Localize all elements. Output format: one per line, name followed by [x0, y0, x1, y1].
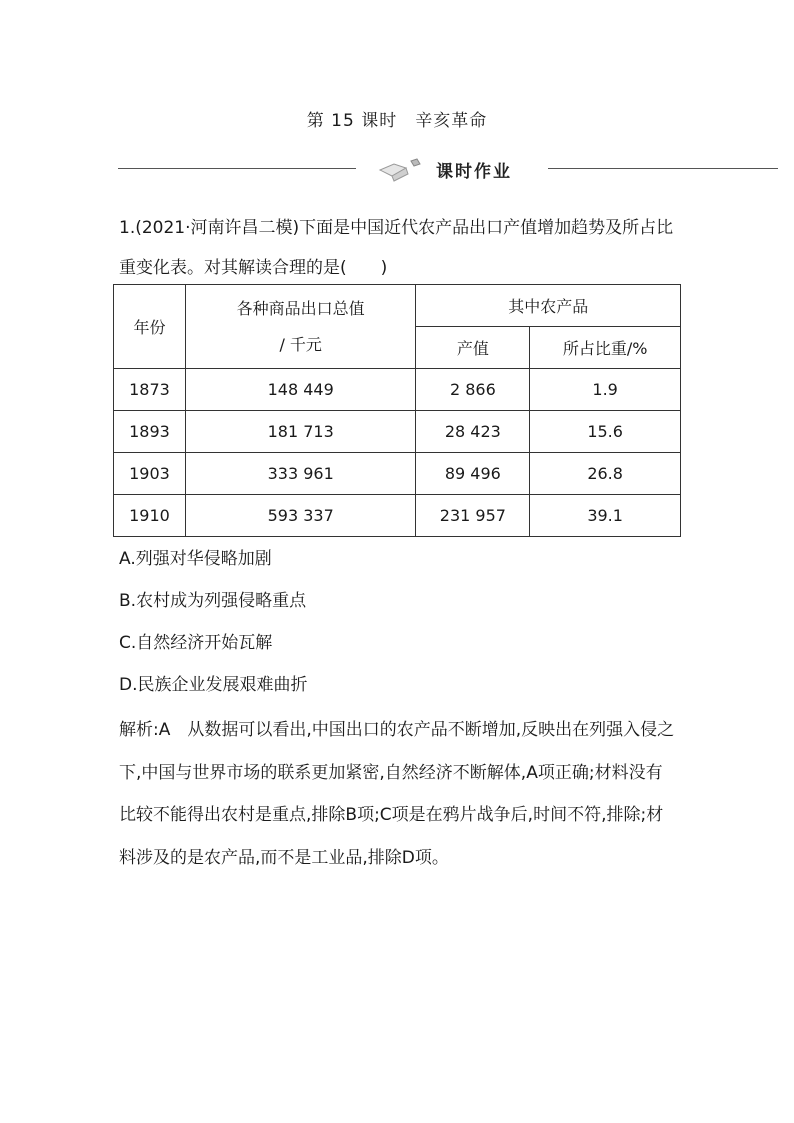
cell-share: 15.6	[530, 411, 681, 453]
export-table	[113, 284, 681, 537]
cell-year: 1910	[114, 495, 186, 537]
cell-share: 39.1	[530, 495, 681, 537]
option-d: D.民族企业发展艰难曲折	[119, 675, 308, 695]
cell-total: 333 961	[185, 453, 416, 495]
header-agri-group: 其中农产品	[416, 285, 681, 327]
cell-share: 1.9	[530, 369, 681, 411]
divider-right	[548, 168, 778, 169]
lesson-number: 第 15 课时	[306, 111, 398, 131]
cell-value: 2 866	[416, 369, 530, 411]
cell-year: 1873	[114, 369, 186, 411]
cell-value: 28 423	[416, 411, 530, 453]
header-agri-value: 产值	[416, 327, 530, 369]
header-total-line2: / 千元	[279, 334, 322, 354]
section-header	[118, 152, 778, 186]
cell-year: 1893	[114, 411, 186, 453]
header-agri-share: 所占比重/%	[530, 327, 681, 369]
section-label: 课时作业	[436, 162, 512, 182]
lesson-topic: 辛亥革命	[415, 111, 488, 131]
cell-total: 148 449	[185, 369, 416, 411]
cell-share: 26.8	[530, 453, 681, 495]
table-row	[114, 369, 681, 411]
table-row	[114, 495, 681, 537]
page-title	[0, 106, 794, 131]
option-a: A.列强对华侵略加剧	[119, 549, 272, 569]
header-year: 年份	[114, 285, 186, 369]
answer-options	[119, 538, 308, 706]
header-total	[185, 285, 416, 369]
cell-value: 89 496	[416, 453, 530, 495]
table-row	[114, 453, 681, 495]
cell-year: 1903	[114, 453, 186, 495]
cell-total: 181 713	[185, 411, 416, 453]
analysis-text: 解析:A 从数据可以看出,中国出口的农产品不断增加,反映出在列强入侵之下,中国与世界市场的联系更加紧密,自然经济不断解体,A项正确;材料没有比较不能得出农村是重点,排除B项;C项是在鸦片战争后,时间不符,排除;材料涉及的是农产品,而不是工业品,排除D项。	[119, 720, 675, 868]
table-row	[114, 411, 681, 453]
header-total-line1: 各种商品出口总值	[236, 298, 365, 318]
question-stem: 1.(2021·河南许昌二模)下面是中国近代农产品出口产值增加趋势及所占比重变化表。对其解读合理的是( )	[119, 218, 674, 278]
table-header-row	[114, 285, 681, 327]
cell-value: 231 957	[416, 495, 530, 537]
cell-total: 593 337	[185, 495, 416, 537]
pencil-icon	[378, 156, 424, 182]
divider-left	[118, 168, 356, 169]
option-c: C.自然经济开始瓦解	[119, 633, 273, 653]
option-b: B.农村成为列强侵略重点	[119, 591, 307, 611]
